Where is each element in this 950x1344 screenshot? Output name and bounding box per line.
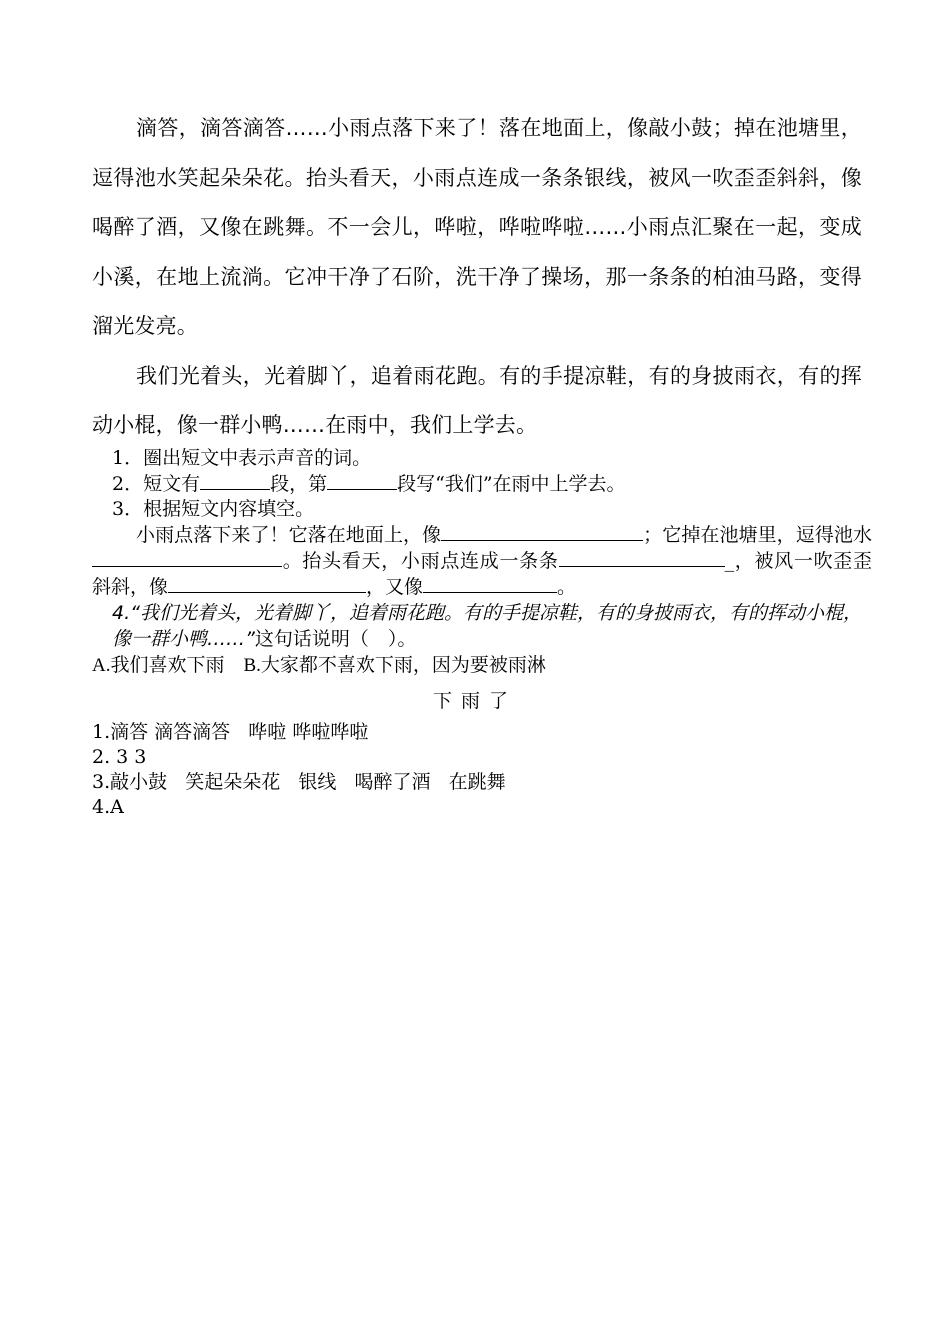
fill-text-2: ；它掉在池塘里，逗得池水 xyxy=(643,524,872,546)
answer-blank[interactable] xyxy=(327,471,397,490)
fill-text-3: 。抬头看天，小雨点连成一条条 xyxy=(282,550,559,572)
question-2-part-b: 段，第 xyxy=(270,473,328,495)
fill-text-4: _，被风一吹歪歪斜斜，像 xyxy=(92,550,872,598)
answer-key-title: 下雨了 xyxy=(432,690,517,712)
answer-4: 4.A xyxy=(92,796,124,818)
question-4-quote: 4.“我们光着头，光着脚丫，追着雨花跑。有的手提凉鞋，有的身披雨衣，有的挥动小棍，像一群小鸭……” xyxy=(112,602,862,650)
fill-text-5: ，又像 xyxy=(366,576,424,598)
question-3-fill-in xyxy=(92,522,872,600)
answer-blank[interactable] xyxy=(200,471,270,490)
answer-3: 3.敲小鼓 笑起朵朵花 银线 喝醉了酒 在跳舞 xyxy=(92,771,506,793)
answer-blank[interactable] xyxy=(92,548,282,567)
question-2 xyxy=(92,471,872,497)
story-text xyxy=(92,104,862,451)
answer-blank[interactable] xyxy=(168,574,366,593)
question-1: 1．圈出短文中表示声音的词。 xyxy=(112,447,372,469)
question-4-prompt: 这句话说明（ ）。 xyxy=(254,628,417,650)
question-4-options: A.我们喜欢下雨 B.大家都不喜欢下雨，因为要被雨淋 xyxy=(92,655,546,676)
question-2-part-c: 段写“我们”在雨中上学去。 xyxy=(397,473,626,495)
fill-text-6: 。 xyxy=(557,576,577,598)
question-2-part-a: 2．短文有 xyxy=(112,473,201,495)
question-3: 3．根据短文内容填空。 xyxy=(112,498,315,520)
answer-blank[interactable] xyxy=(441,522,643,541)
answer-2: 2. 3 3 xyxy=(92,746,147,768)
story-paragraph-1: 滴答，滴答滴答……小雨点落下来了！落在地面上，像敲小鼓；掉在池塘里，逗得池水笑起朵朵花。抬头看天，小雨点连成一条条银线，被风一吹歪歪斜斜，像喝醉了酒，又像在跳舞。不一会儿，哗啦，哗啦哗啦……小雨点汇聚在一起，变成小溪，在地上流淌。它冲干净了石阶，洗干净了操场，那一条条的柏油马路，变得溜光发亮。 xyxy=(92,116,862,338)
question-4 xyxy=(92,600,872,652)
fill-text-1: 小雨点落下来了！它落在地面上，像 xyxy=(136,524,442,546)
answer-blank[interactable] xyxy=(423,574,557,593)
answer-key xyxy=(92,720,506,820)
story-paragraph-2: 我们光着头，光着脚丫，追着雨花跑。有的手提凉鞋，有的身披雨衣，有的挥动小棍，像一群小鸭……在雨中，我们上学去。 xyxy=(92,363,862,437)
questions-section xyxy=(92,446,872,679)
answer-blank[interactable] xyxy=(559,548,725,567)
answer-1: 1.滴答 滴答滴答 哗啦 哗啦哗啦 xyxy=(92,721,369,743)
